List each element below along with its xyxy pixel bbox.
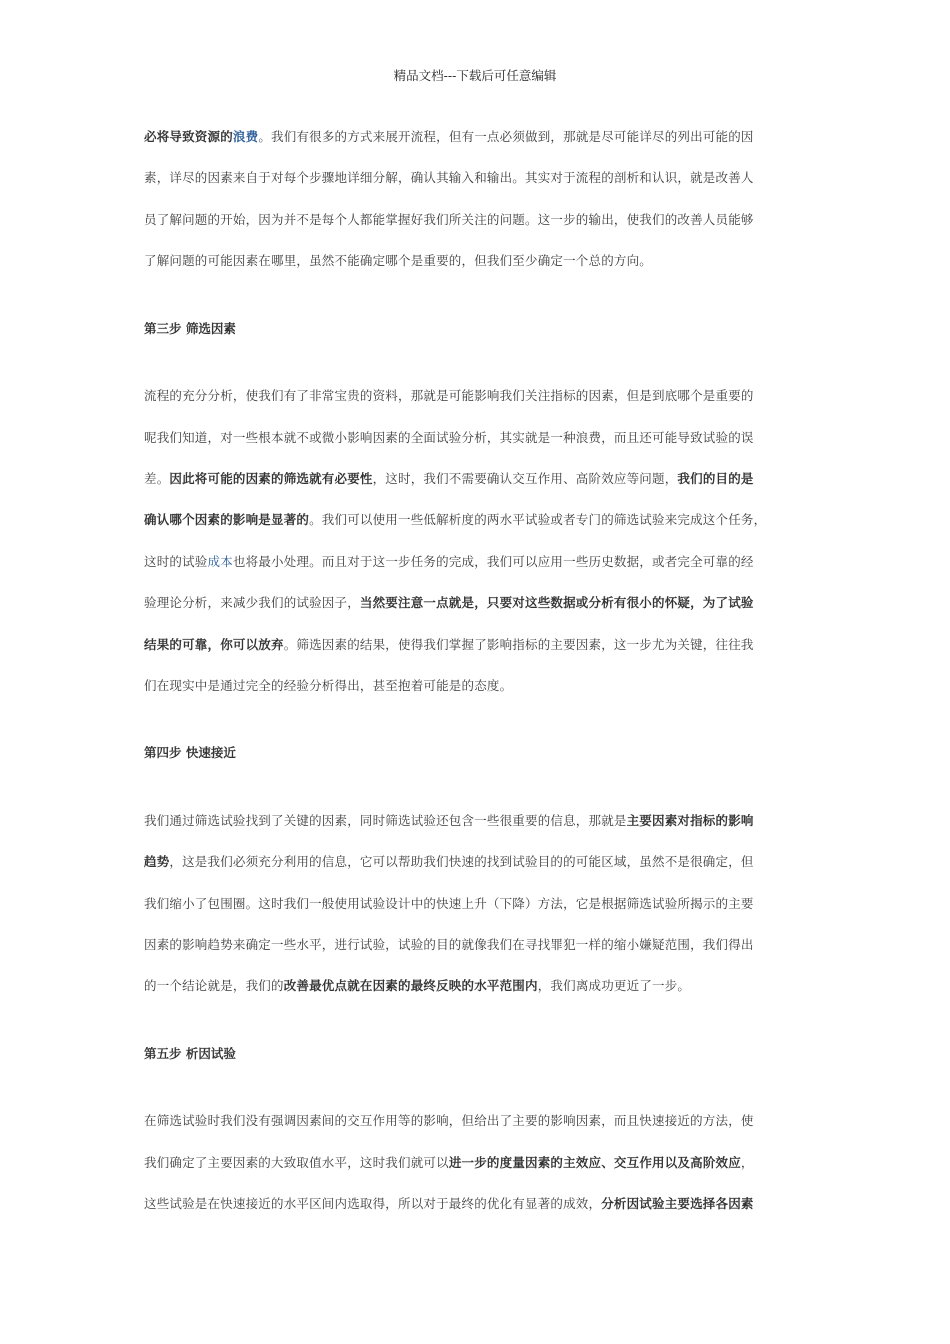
text-span: 。我们有很多的方式来展开流程，但有一点必须做到，那就是尽可能详尽的列出可能的因	[258, 129, 754, 144]
bold-text: 改善最优点就在因素的最终反映的水平范围内	[283, 978, 538, 994]
text-span: 验理论分析，来减少我们的试验因子，	[144, 595, 360, 611]
bold-text: 主要因素对指标的影响	[626, 812, 754, 828]
heading-step-five: 第五步 析因试验	[144, 1045, 236, 1061]
text-line	[144, 975, 812, 1016]
heading-step-three: 第三步 筛选因素	[144, 320, 236, 336]
text-span: ，	[740, 1154, 754, 1170]
paragraph-screening	[144, 385, 812, 716]
text-line: 因素的影响趋势来确定一些水平，进行试验，试验的目的就像我们在寻找罪犯一样的缩小嫌疑范围，我们得出	[144, 937, 754, 953]
text-line	[144, 634, 812, 675]
text-line: 素，详尽的因素来自于对每个步骤地详细分解，确认其输入和输出。其实对于流程的剖析和认识，就是改善人	[144, 170, 754, 186]
text-line	[144, 1193, 812, 1234]
bold-text: 必将导致资源的	[144, 129, 233, 144]
bold-text: 确认哪个因素的影响是显著的	[144, 512, 310, 528]
text-line	[144, 509, 812, 550]
bold-text: 当然要注意一点就是，只要对这些数据或分析有很小的怀疑，为了试验	[359, 595, 754, 611]
paragraph-fast-approach	[144, 810, 812, 1017]
text-line: 在筛选试验时我们没有强调因素间的交互作用等的影响，但给出了主要的影响因素，而且快速接近的方法，使	[144, 1113, 754, 1129]
text-span: ，这是我们必须充分利用的信息，它可以帮助我们快速的找到试验目的的可能区域，虽然不是很确定，但	[169, 854, 754, 870]
text-line: 们在现实中是通过完全的经验分析得出，甚至抱着可能是的态度。	[144, 677, 513, 693]
text-span: ，这时，我们不需要确认交互作用、高阶效应等问题，	[372, 470, 678, 486]
text-line	[144, 468, 812, 509]
text-line: 我们缩小了包围圈。这时我们一般使用试验设计中的快速上升（下降）方法，它是根据筛选试验所揭示的主要	[144, 895, 754, 911]
text-span: 这些试验是在快速接近的水平区间内选取得，所以对于最终的优化有显著的成效，	[144, 1196, 602, 1212]
text-line: 流程的充分分析，使我们有了非常宝贵的资料，那就是可能影响我们关注指标的因素，但是到底哪个是重要的	[144, 388, 754, 404]
text-span: ，我们离成功更近了一步。	[537, 978, 691, 994]
text-line	[144, 126, 812, 167]
bold-text: 我们的目的是	[677, 470, 754, 486]
bold-text: 分析因试验主要选择各因素	[601, 1196, 754, 1212]
link-cost[interactable]: 成本	[207, 553, 233, 569]
text-span: 的一个结论就是，我们的	[144, 978, 284, 994]
link-waste[interactable]: 浪费	[232, 129, 259, 144]
text-line: 了解问题的可能因素在哪里，虽然不能确定哪个是重要的，但我们至少确定一个总的方向。	[144, 253, 653, 269]
bold-text: 因此将可能的因素的筛选就有必要性	[169, 470, 373, 486]
bold-text: 进一步的度量因素的主效应、交互作用以及高阶效应	[448, 1154, 741, 1170]
page-header: 精品文档---下载后可任意编辑	[393, 68, 557, 83]
text-line	[144, 851, 812, 892]
text-span: 我们通过筛选试验找到了关键的因素，同时筛选试验还包含一些很重要的信息，那就是	[144, 812, 627, 828]
text-line	[144, 810, 812, 851]
text-span: 我们确定了主要因素的大致取值水平，这时我们就可以	[144, 1154, 449, 1170]
text-span: 。我们可以使用一些低解析度的两水平试验或者专门的筛选试验来完成这个任务，	[309, 512, 767, 528]
text-line: 员了解问题的开始，因为并不是每个人都能掌握好我们所关注的问题。这一步的输出，使我们的改善人员能够	[144, 211, 754, 227]
paragraph-process-analysis	[144, 126, 812, 292]
text-line	[144, 551, 812, 592]
bold-text: 趋势	[144, 854, 170, 870]
heading-step-four: 第四步 快速接近	[144, 745, 236, 761]
text-line: 呢我们知道，对一些根本就不或微小影响因素的全面试验分析，其实就是一种浪费，而且还可能导致试验的误	[144, 429, 754, 445]
paragraph-factorial	[144, 1110, 812, 1234]
text-line	[144, 592, 812, 633]
text-span: 这时的试验	[144, 553, 208, 569]
text-span: 。筛选因素的结果，使得我们掌握了影响指标的主要因素，这一步尤为关键，往往我	[283, 636, 754, 652]
text-span: 差。	[144, 470, 170, 486]
document-body	[144, 126, 812, 1235]
bold-text: 结果的可靠，你可以放弃	[144, 636, 284, 652]
text-line	[144, 1152, 812, 1193]
text-span: 也将最小处理。而且对于这一步任务的完成，我们可以应用一些历史数据，或者完全可靠的经	[232, 553, 754, 569]
